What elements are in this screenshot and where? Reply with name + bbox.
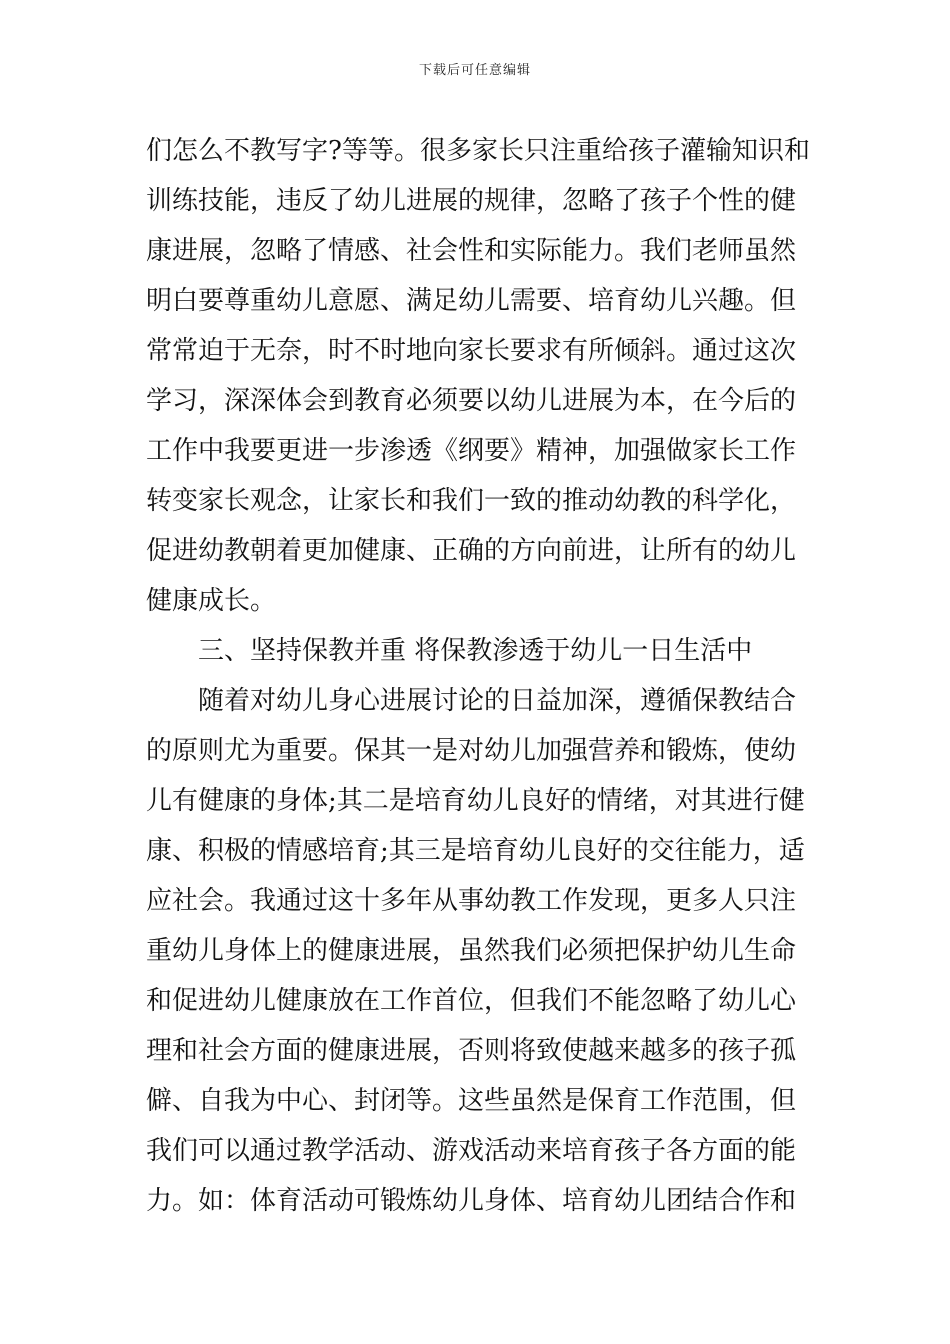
text-line-13: 的原则尤为重要。保其一是对幼儿加强营养和锻炼，使幼 [146,736,797,766]
text-line-18: 和促进幼儿健康放在工作首位，但我们不能忽略了幼儿心 [146,986,797,1016]
text-line-3: 康进展，忽略了情感、社会性和实际能力。我们老师虽然 [146,236,797,266]
text-line-12: 随着对幼儿身心进展讨论的日益加深，遵循保教结合 [198,686,797,716]
section-heading: 三、坚持保教并重 将保教渗透于幼儿一日生活中 [198,636,753,666]
page-header: 下载后可任意编辑 [418,63,531,78]
text-line-14: 儿有健康的身体;其二是培育幼儿良好的情绪，对其进行健 [146,786,805,816]
text-line-6: 学习，深深体会到教育必须要以幼儿进展为本，在今后的 [146,386,797,416]
text-line-4: 明白要尊重幼儿意愿、满足幼儿需要、培育幼儿兴趣。但 [146,286,797,316]
text-line-10: 健康成长。 [146,586,277,616]
text-line-21: 我们可以通过教学活动、游戏活动来培育孩子各方面的能 [146,1136,797,1166]
text-line-20: 僻、自我为中心、封闭等。这些虽然是保育工作范围，但 [146,1086,797,1116]
text-line-5: 常常迫于无奈，时不时地向家长要求有所倾斜。通过这次 [146,336,797,366]
text-line-22: 力。如：体育活动可锻炼幼儿身体、培育幼儿团结合作和 [146,1186,797,1216]
text-line-17: 重幼儿身体上的健康进展，虽然我们必须把保护幼儿生命 [146,936,797,966]
text-line-7: 工作中我要更进一步渗透《纲要》精神，加强做家长工作 [146,436,797,466]
document-body [146,126,816,1226]
text-line-2: 训练技能，违反了幼儿进展的规律，忽略了孩子个性的健 [146,186,797,216]
text-line-8: 转变家长观念，让家长和我们一致的推动幼教的科学化， [146,486,797,516]
text-line-1: 们怎么不教写字?等等。很多家长只注重给孩子灌输知识和 [146,136,810,166]
text-line-9: 促进幼教朝着更加健康、正确的方向前进，让所有的幼儿 [146,536,797,566]
text-line-16: 应社会。我通过这十多年从事幼教工作发现，更多人只注 [146,886,797,916]
text-line-19: 理和社会方面的健康进展，否则将致使越来越多的孩子孤 [146,1036,797,1066]
text-line-15: 康、积极的情感培育;其三是培育幼儿良好的交往能力，适 [146,836,805,866]
